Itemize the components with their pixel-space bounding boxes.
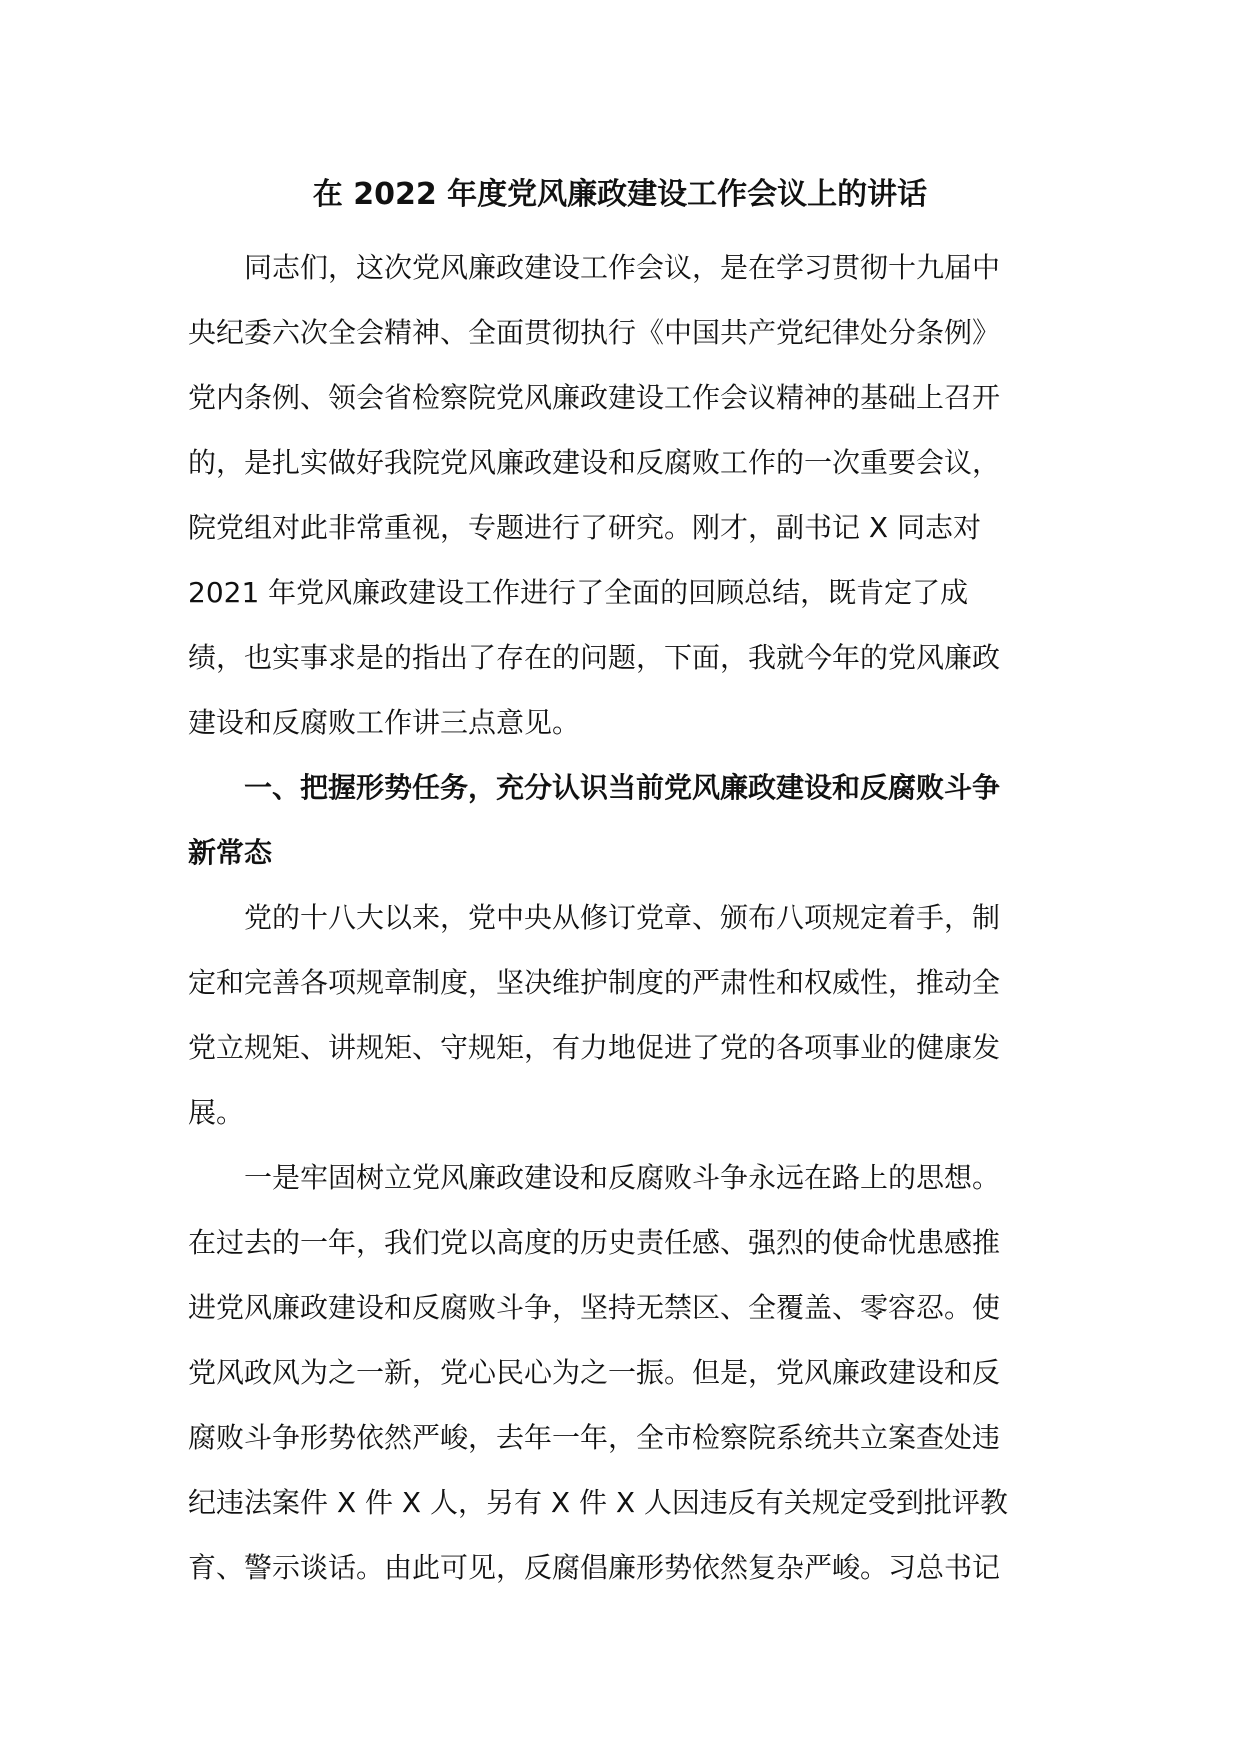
- paragraph-line: 党风政风为之一新，党心民心为之一振。但是，党风廉政建设和反: [188, 1356, 1001, 1389]
- paragraph-line: 一是牢固树立党风廉政建设和反腐败斗争永远在路上的思想。: [188, 1161, 1001, 1194]
- paragraph-line: 展。: [188, 1096, 245, 1129]
- paragraph-line: 党的十八大以来，党中央从修订党章、颁布八项规定着手，制: [188, 901, 1001, 934]
- paragraph-line: 2021 年党风廉政建设工作进行了全面的回顾总结，既肯定了成: [188, 576, 969, 609]
- document-title: 在 2022 年度党风廉政建设工作会议上的讲话: [312, 177, 928, 212]
- paragraph-line: 央纪委六次全会精神、全面贯彻执行《中国共产党纪律处分条例》: [188, 316, 1001, 349]
- paragraph-line: 在过去的一年，我们党以高度的历史责任感、强烈的使命忧患感推: [188, 1226, 1001, 1259]
- paragraph-line: 纪违法案件 X 件 X 人，另有 X 件 X 人因违反有关规定受到批评教: [188, 1486, 1008, 1519]
- document-body: [188, 235, 1048, 1600]
- paragraph-line: 腐败斗争形势依然严峻，去年一年，全市检察院系统共立案查处违: [188, 1421, 1001, 1454]
- section-heading-line: 一、把握形势任务，充分认识当前党风廉政建设和反腐败斗争: [188, 771, 1001, 804]
- paragraph-line: 绩，也实事求是的指出了存在的问题，下面，我就今年的党风廉政: [188, 641, 1001, 674]
- section-heading-line: 新常态: [188, 836, 273, 869]
- paragraph-line: 定和完善各项规章制度，坚决维护制度的严肃性和权威性，推动全: [188, 966, 1001, 999]
- paragraph-line: 党内条例、领会省检察院党风廉政建设工作会议精神的基础上召开: [188, 381, 1001, 414]
- paragraph-line: 育、警示谈话。由此可见，反腐倡廉形势依然复杂严峻。习总书记: [188, 1551, 1001, 1584]
- paragraph-line: 同志们，这次党风廉政建设工作会议，是在学习贯彻十九届中: [188, 251, 1001, 284]
- paragraph-line: 进党风廉政建设和反腐败斗争，坚持无禁区、全覆盖、零容忍。使: [188, 1291, 1001, 1324]
- paragraph-line: 党立规矩、讲规矩、守规矩，有力地促进了党的各项事业的健康发: [188, 1031, 1001, 1064]
- paragraph-line: 建设和反腐败工作讲三点意见。: [188, 706, 581, 739]
- paragraph-line: 院党组对此非常重视，专题进行了研究。刚才，副书记 X 同志对: [188, 511, 981, 544]
- paragraph-line: 的，是扎实做好我院党风廉政建设和反腐败工作的一次重要会议，: [188, 446, 1001, 479]
